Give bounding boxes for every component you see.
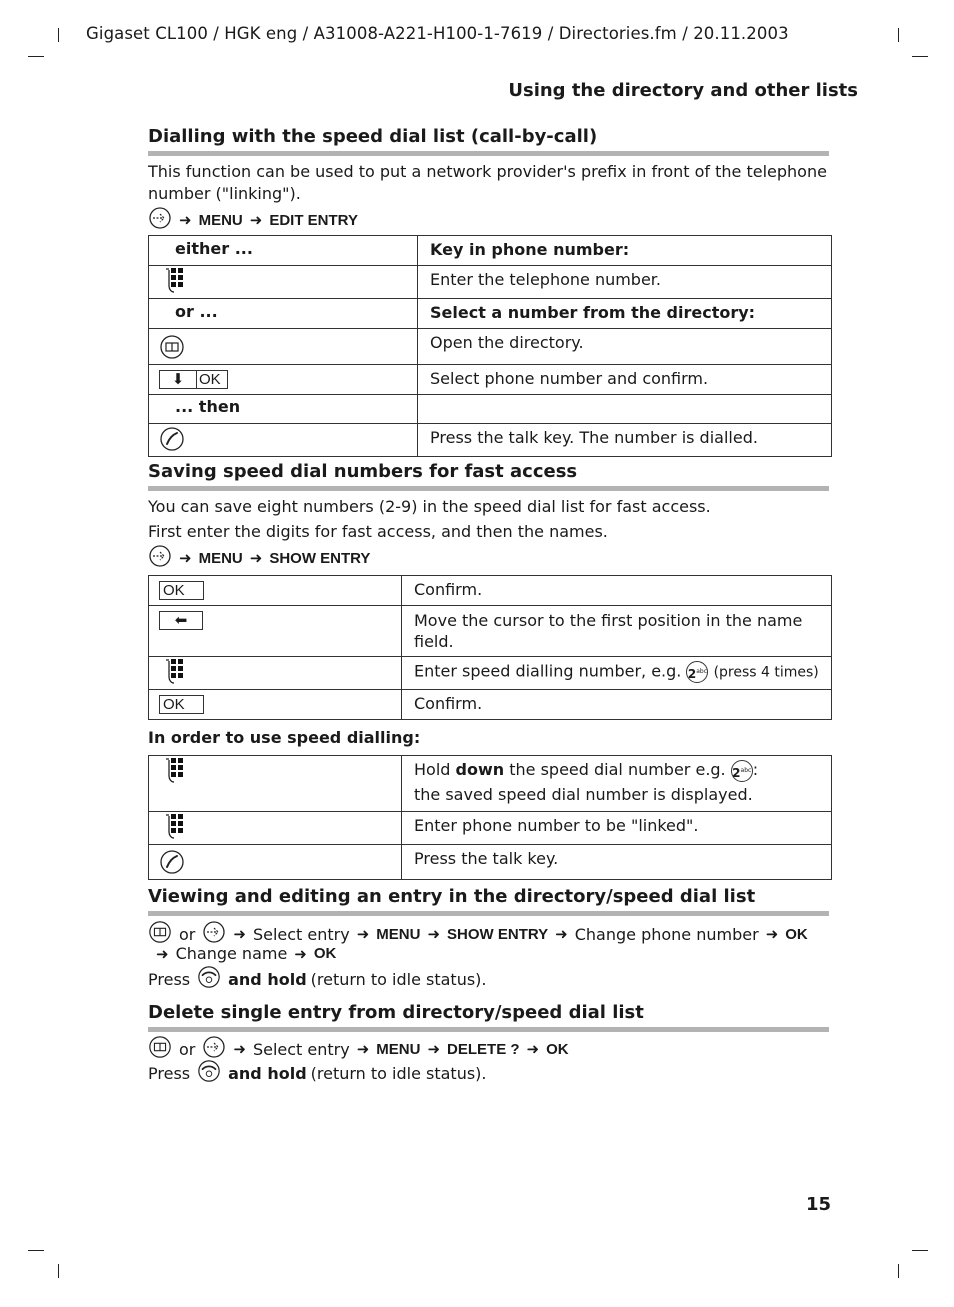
keypad-icon xyxy=(159,825,189,844)
end-key-icon xyxy=(197,965,221,993)
ok-key: OK xyxy=(159,695,204,714)
press-instruction: Press and hold (return to idle status). xyxy=(148,1059,487,1087)
section-rule xyxy=(148,151,829,156)
crop-mark xyxy=(28,1250,44,1251)
arrow-icon: ➜ xyxy=(249,211,263,229)
nav-key-icon xyxy=(148,207,172,233)
down-arrow-key-icon: ⬇ xyxy=(159,370,197,389)
table-row: Press the talk key. xyxy=(149,845,832,880)
arrow-icon: ➜ xyxy=(526,1040,540,1058)
keypad-icon xyxy=(159,279,189,298)
table-row: Enter the telephone number. xyxy=(149,266,832,299)
section-title: Saving speed dial numbers for fast access xyxy=(148,461,578,482)
arrow-icon: ➜ xyxy=(765,925,779,943)
digit-2-key-icon: $2^{abc}$ xyxy=(686,661,708,683)
digit-2-key-icon: $2^{abc}$ xyxy=(731,760,753,782)
section-rule xyxy=(148,486,829,491)
steps-table xyxy=(148,235,832,457)
table-row: ⬇ OK Select phone number and confirm. xyxy=(149,365,832,395)
table-row: ⬅ Move the cursor to the first position in the name field. xyxy=(149,606,832,657)
crop-mark xyxy=(912,1250,928,1251)
table-row: Open the directory. xyxy=(149,329,832,365)
crop-mark xyxy=(58,1264,59,1278)
arrow-icon: ➜ xyxy=(356,1040,370,1058)
arrow-icon: ➜ xyxy=(233,925,246,943)
arrow-icon: ➜ xyxy=(233,1040,246,1058)
crop-mark xyxy=(912,56,928,57)
subheading: In order to use speed dialling: xyxy=(148,728,421,747)
paragraph: First enter the digits for fast access, and then the names. xyxy=(148,522,608,541)
table-row: OK Confirm. xyxy=(149,576,832,606)
arrow-icon: ➜ xyxy=(294,944,307,963)
crop-mark xyxy=(58,28,59,42)
keypad-icon xyxy=(159,769,189,788)
table-row: Enter phone number to be "linked". xyxy=(149,812,832,845)
menu-path: ➜ MENU ➜ SHOW ENTRY xyxy=(148,545,370,571)
steps-table xyxy=(148,575,832,720)
menu-path: or ➜ Select entry ➜ MENU ➜ DELETE ? ➜ OK xyxy=(148,1035,569,1063)
ok-key: OK xyxy=(197,370,228,389)
talk-key-icon xyxy=(159,437,185,456)
menu-path-continued: ➜ Change name ➜ OK xyxy=(156,944,337,963)
table-row: Hold down the speed dial number e.g. $2^{abc}$ : the saved speed dial number is displayed. xyxy=(149,756,832,812)
file-header: Gigaset CL100 / HGK eng / A31008-A221-H100-1-7619 / Directories.fm / 20.11.2003 xyxy=(86,24,789,43)
table-row: either ... Key in phone number: xyxy=(149,236,832,266)
ok-key: OK xyxy=(159,581,204,600)
section-rule xyxy=(148,1027,829,1032)
crop-mark xyxy=(28,56,44,57)
menu-path: or ➜ Select entry ➜ MENU ➜ SHOW ENTRY ➜ Change phone number ➜ OK xyxy=(148,920,808,948)
section-title: Delete single entry from directory/speed dial list xyxy=(148,1002,644,1023)
arrow-icon: ➜ xyxy=(555,925,568,943)
keypad-icon xyxy=(159,670,189,689)
table-row: Enter speed dialling number, e.g. $2^{abc}$ (press 4 times) xyxy=(149,657,832,690)
table-row: or ... Select a number from the directory: xyxy=(149,299,832,329)
table-row: OK Confirm. xyxy=(149,690,832,720)
arrow-icon: ➜ xyxy=(179,211,192,229)
arrow-icon: ➜ xyxy=(427,1040,441,1058)
section-title: Dialling with the speed dial list (call-by-call) xyxy=(148,126,598,147)
page-number: 15 xyxy=(806,1194,832,1215)
arrow-icon: ➜ xyxy=(427,925,441,943)
running-head: Using the directory and other lists xyxy=(508,80,858,101)
paragraph: You can save eight numbers (2-9) in the speed dial list for fast access. xyxy=(148,497,711,516)
arrow-icon: ➜ xyxy=(356,925,370,943)
left-arrow-key-icon: ⬅ xyxy=(159,611,203,630)
arrow-icon: ➜ xyxy=(179,549,192,567)
speed-dial-table xyxy=(148,755,832,880)
crop-mark xyxy=(898,1264,899,1278)
arrow-icon: ➜ xyxy=(156,944,169,963)
nav-key-icon xyxy=(148,545,172,571)
menu-path: ➜ MENU ➜ EDIT ENTRY xyxy=(148,207,358,233)
end-key-icon xyxy=(197,1059,221,1087)
intro-paragraph: This function can be used to put a network provider's prefix in front of the telephone number ("linking"). xyxy=(148,162,827,203)
crop-mark xyxy=(898,28,899,42)
directory-key-icon xyxy=(159,345,185,364)
section-title: Viewing and editing an entry in the directory/speed dial list xyxy=(148,886,756,907)
press-instruction: Press and hold (return to idle status). xyxy=(148,965,487,993)
talk-key-icon xyxy=(159,860,185,879)
table-row: ... then xyxy=(149,395,832,424)
section-rule xyxy=(148,911,829,916)
table-row: Press the talk key. The number is dialled. xyxy=(149,424,832,457)
arrow-icon: ➜ xyxy=(249,549,263,567)
